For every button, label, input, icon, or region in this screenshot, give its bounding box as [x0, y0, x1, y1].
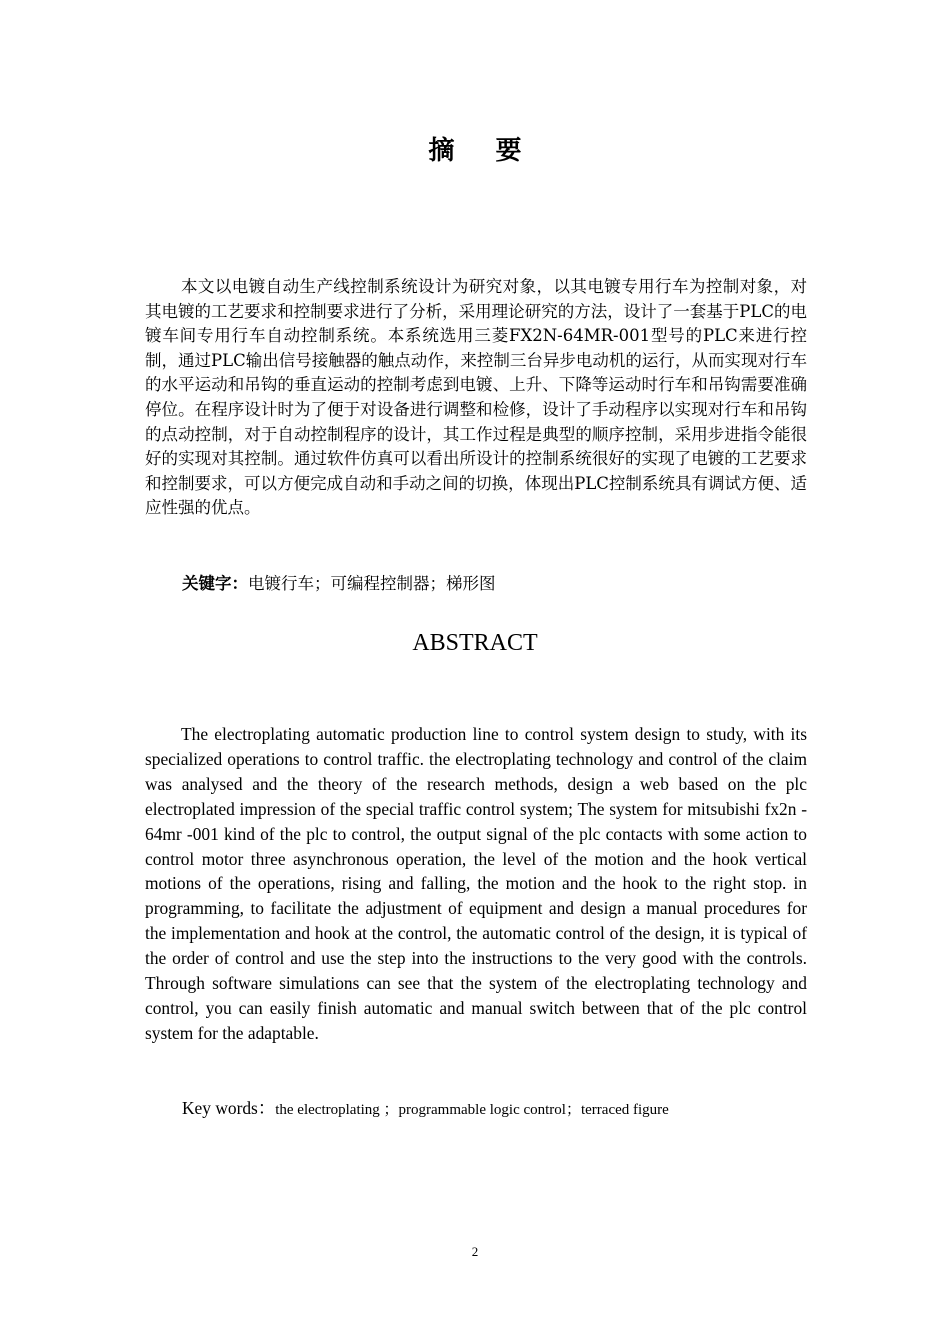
en-abstract-title: ABSTRACT [412, 630, 538, 656]
en-keywords-label: Key words： [182, 1098, 276, 1118]
en-keywords [182, 1096, 802, 1122]
page-number: 2 [471, 1244, 479, 1259]
cn-keywords [182, 572, 802, 596]
en-abstract-body: The electroplating automatic production line to control system design to study, with its specialized operations to control traffic. the electroplating technology and control of the claim was analysed and the theory of the research methods, design a web based on the plc electroplated impression of the special traffic control system; The system for mitsubishi fx2n - 64mr -001 kind of the plc to control, the output signal of the plc contacts with some action to control motor three asynchronous operation, the level of the motion and the hook vertical motions of the operations, rising and falling, the motion and the hook to the right stop. in programming, to facilitate the adjustment of equipment and design a manual procedures for the implementation and hook at the control, the automatic control of the design, it is typical of the order of control and use the step into the instructions to the very good with the controls. Through software simulations can see that the system of the electroplating technology and control, you can easily finish automatic and manual switch between that of the plc control system for the adaptable. [145, 724, 807, 1043]
cn-keywords-value: 电镀行车；可编程控制器；梯形图 [248, 574, 496, 593]
cn-abstract-title: 摘 要 [428, 136, 538, 166]
cn-abstract-body: 本文以电镀自动生产线控制系统设计为研究对象，以其电镀专用行车为控制对象，对其电镀的工艺要求和控制要求进行了分析，采用理论研究的方法，设计了一套基于PLC的电镀车间专用行车自动控制系统。本系统选用三菱FX2N-64MR-001型号的PLC来进行控制，通过PLC输出信号接触器的触点动作，来控制三台异步电动机的运行，从而实现对行车的水平运动和吊钩的垂直运动的控制考虑到电镀、上升、下降等运动时行车和吊钩需要准确停位。在程序设计时为了便于对设备进行调整和检修，设计了手动程序以实现对行车和吊钩的点动控制，对于自动控制程序的设计，其工作过程是典型的顺序控制，采用步进指令能很好的实现对其控制。通过软件仿真可以看出所设计的控制系统很好的实现了电镀的工艺要求和控制要求，可以方便完成自动和手动之间的切换，体现出PLC控制系统具有调试方便、适应性强的优点。 [145, 277, 807, 518]
en-keywords-value: the electroplating ；programmable logic control；terraced figure [275, 1102, 669, 1118]
cn-keywords-label: 关键字： [182, 574, 248, 593]
